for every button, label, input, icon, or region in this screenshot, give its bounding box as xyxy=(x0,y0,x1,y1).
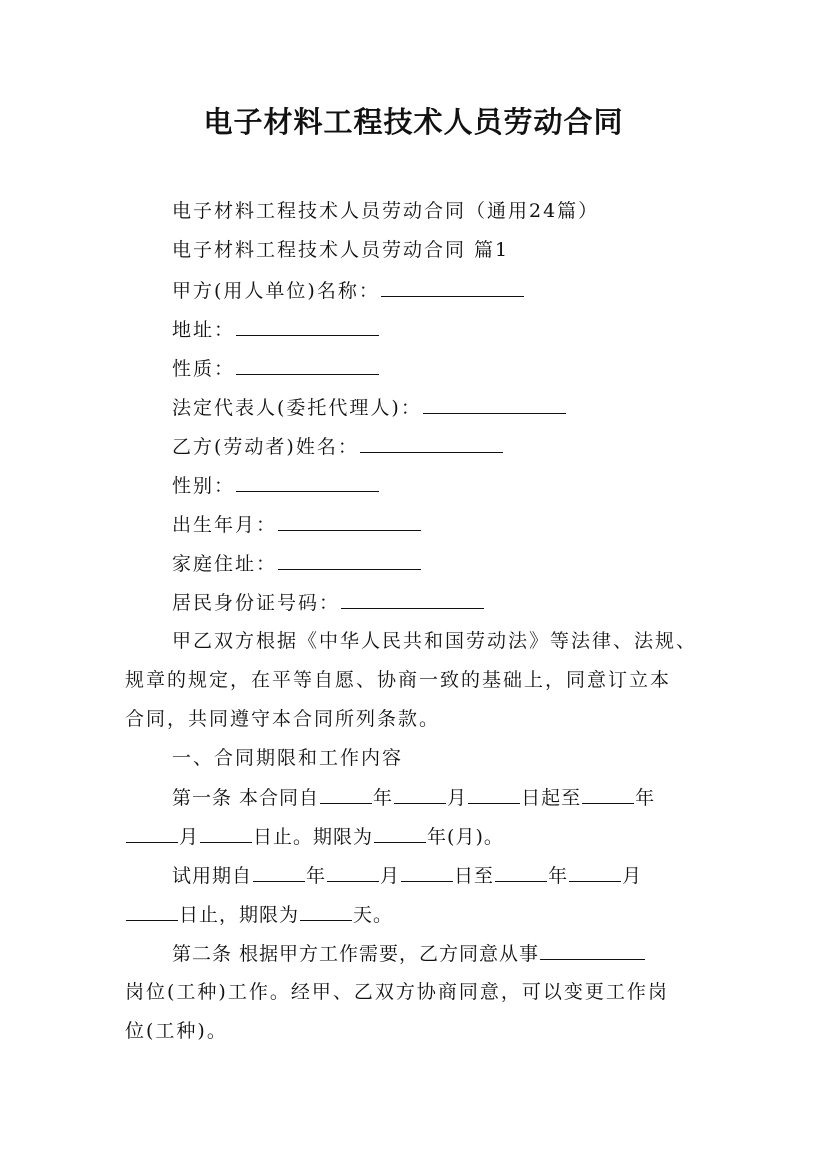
fill-blank xyxy=(236,315,379,336)
preamble-line: 合同，共同遵守本合同所列条款。 xyxy=(125,708,441,730)
text-run: 第一条 本合同自 xyxy=(172,787,320,809)
field-label: 居民身份证号码： xyxy=(172,592,341,614)
field-party-a-name xyxy=(172,276,525,305)
text-run: 月 xyxy=(447,787,468,809)
field-label: 地址： xyxy=(172,319,236,341)
fill-blank xyxy=(495,861,547,882)
fill-blank xyxy=(381,276,524,297)
field-address xyxy=(172,315,380,344)
fill-blank xyxy=(236,471,379,492)
article-1-line xyxy=(172,783,655,812)
fill-blank xyxy=(582,783,634,804)
field-gender xyxy=(172,471,380,500)
field-label: 乙方(劳动者)姓名： xyxy=(172,436,359,458)
text-run: 日止。期限为 xyxy=(253,826,374,848)
field-label: 出生年月： xyxy=(172,514,278,536)
article-1-line xyxy=(125,822,504,851)
fill-blank xyxy=(126,900,178,921)
field-birth xyxy=(172,510,422,539)
fill-blank xyxy=(540,939,645,960)
text-run: 年 xyxy=(373,787,394,809)
document-subtitle: 电子材料工程技术人员劳动合同（通用24篇） xyxy=(172,200,600,222)
part-heading: 电子材料工程技术人员劳动合同 篇1 xyxy=(172,239,510,261)
text-run: 第二条 根据甲方工作需要，乙方同意从事 xyxy=(172,943,540,965)
fill-blank xyxy=(200,822,252,843)
field-legal-rep xyxy=(172,393,567,422)
fill-blank xyxy=(320,783,372,804)
fill-blank xyxy=(468,783,520,804)
text-run: 日至 xyxy=(454,865,495,887)
text-run: 月 xyxy=(380,865,401,887)
text-run: 年 xyxy=(635,787,656,809)
fill-blank xyxy=(300,900,352,921)
fill-blank xyxy=(360,432,503,453)
fill-blank xyxy=(327,861,379,882)
field-label: 法定代表人(委托代理人)： xyxy=(172,397,422,419)
fill-blank xyxy=(278,549,421,570)
text-run: 日止，期限为 xyxy=(179,904,300,926)
field-label: 家庭住址： xyxy=(172,553,278,575)
fill-blank xyxy=(569,861,621,882)
text-run: 天。 xyxy=(353,904,394,926)
probation-line xyxy=(125,900,393,929)
preamble-line: 规章的规定，在平等自愿、协商一致的基础上，同意订立本 xyxy=(125,669,672,691)
text-run: 日起至 xyxy=(521,787,582,809)
text-run: 年 xyxy=(306,865,327,887)
fill-blank xyxy=(374,822,426,843)
field-party-b-name xyxy=(172,432,504,461)
text-run: 年 xyxy=(548,865,569,887)
field-label: 甲方(用人单位)名称： xyxy=(172,280,380,302)
fill-blank xyxy=(401,861,453,882)
field-home-address xyxy=(172,549,422,578)
section-heading: 一、合同期限和工作内容 xyxy=(172,747,404,769)
article-2-line xyxy=(172,939,646,968)
article-2-line: 岗位(工种)工作。经甲、乙双方协商同意，可以变更工作岗 xyxy=(125,981,669,1003)
text-run: 年(月)。 xyxy=(427,826,504,848)
fill-blank xyxy=(394,783,446,804)
field-nature xyxy=(172,354,380,383)
fill-blank xyxy=(278,510,421,531)
probation-line xyxy=(172,861,642,890)
fill-blank xyxy=(341,588,484,609)
field-id-number xyxy=(172,588,485,617)
article-2-line: 位(工种)。 xyxy=(125,1020,228,1042)
fill-blank xyxy=(423,393,566,414)
fill-blank xyxy=(126,822,178,843)
field-label: 性质： xyxy=(172,358,236,380)
text-run: 试用期自 xyxy=(172,865,253,887)
preamble-line: 甲乙双方根据《中华人民共和国劳动法》等法律、法规、 xyxy=(172,630,698,652)
document-title: 电子材料工程技术人员劳动合同 xyxy=(203,105,624,139)
field-label: 性别： xyxy=(172,475,236,497)
text-run: 月 xyxy=(179,826,200,848)
text-run: 月 xyxy=(622,865,643,887)
fill-blank xyxy=(236,354,379,375)
fill-blank xyxy=(253,861,305,882)
